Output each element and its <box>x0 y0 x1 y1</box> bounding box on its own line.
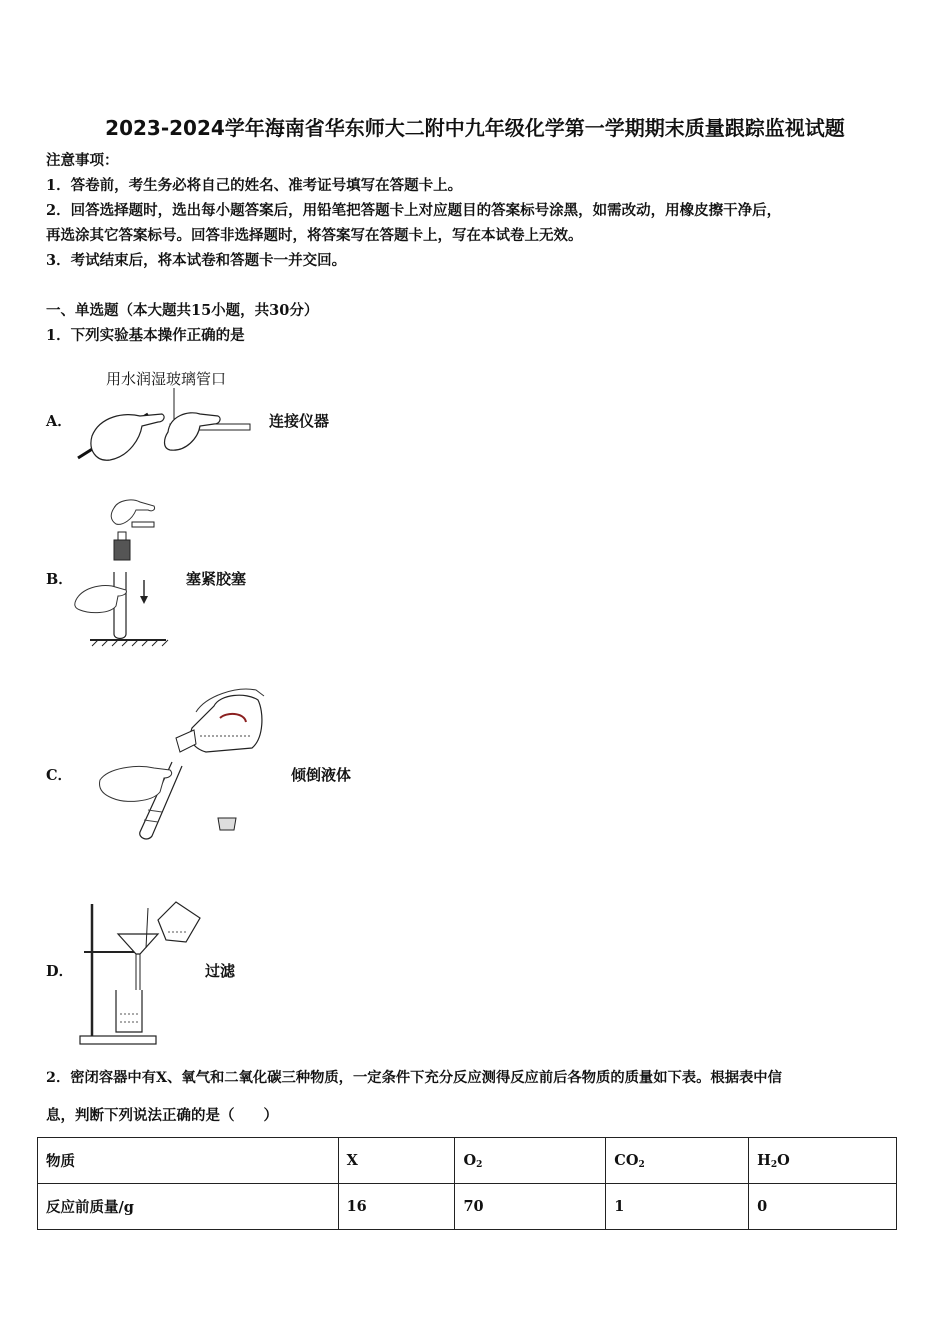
header-substance: 物质 <box>38 1138 339 1184</box>
header-o2 <box>455 1138 606 1184</box>
option-b-caption: 塞紧胶塞 <box>186 570 247 588</box>
mass-table <box>37 1137 897 1230</box>
question-2-stem-line2: 息，判断下列说法正确的是（ ） <box>46 1107 278 1124</box>
cell-co2: 1 <box>606 1184 749 1230</box>
o2-symbol: O <box>463 1151 477 1169</box>
notice-item-1: 1．答卷前，考生务必将自己的姓名、准考证号填写在答题卡上。 <box>46 177 463 194</box>
notice-block <box>46 148 781 273</box>
option-d-caption: 过滤 <box>205 962 236 980</box>
co2-symbol: CO <box>614 1151 639 1169</box>
option-c-caption: 倾倒液体 <box>291 766 352 784</box>
option-d-letter: D． <box>46 963 74 980</box>
option-c-letter: C． <box>46 767 73 784</box>
question-2-stem-line1: 2．密闭容器中有X、氧气和二氧化碳三种物质，一定条件下充分反应测得反应前后各物质的质量如下表。根据表中信 <box>46 1070 782 1086</box>
figure-a-illustration <box>70 386 260 466</box>
notice-item-2-cont: 再选涂其它答案标号。回答非选择题时，将答案写在答题卡上，写在本试卷上无效。 <box>46 227 583 244</box>
co2-subscript: 2 <box>638 1159 645 1170</box>
header-h2o <box>749 1138 897 1184</box>
notice-heading: 注意事项： <box>46 152 119 169</box>
section-heading: 一、单选题（本大题共15小题，共30分） <box>46 302 319 319</box>
question-1-stem: 1．下列实验基本操作正确的是 <box>46 327 245 344</box>
page-title: 2023-2024学年海南省华东师大二附中九年级化学第一学期期末质量跟踪监视试题 <box>105 116 845 140</box>
h2o-symbol-o: O <box>777 1151 790 1169</box>
notice-item-2: 2．回答选择题时，选出每小题答案后，用铅笔把答题卡上对应题目的答案标号涂黑，如需改动，用橡皮擦干净后， <box>46 202 782 219</box>
notice-item-3: 3．考试结束后，将本试卷和答题卡一并交回。 <box>46 252 347 269</box>
row-label: 反应前质量/g <box>38 1184 339 1230</box>
option-a-caption: 连接仪器 <box>269 412 330 430</box>
h2o-symbol-h: H <box>757 1151 771 1169</box>
table-header-row <box>38 1138 897 1184</box>
figure-a-label: 用水润湿玻璃管口 <box>106 370 227 388</box>
figure-d-illustration <box>76 898 206 1048</box>
option-a-letter: A． <box>46 413 72 430</box>
o2-subscript: 2 <box>476 1159 483 1170</box>
header-co2 <box>606 1138 749 1184</box>
figure-b-illustration <box>70 496 170 648</box>
table-row <box>38 1184 897 1230</box>
header-x: X <box>338 1138 455 1184</box>
cell-o2: 70 <box>455 1184 606 1230</box>
figure-c-illustration <box>96 682 268 842</box>
option-b-letter: B． <box>46 571 73 588</box>
cell-h2o: 0 <box>749 1184 897 1230</box>
h2o-subscript: 2 <box>770 1159 778 1170</box>
cell-x: 16 <box>338 1184 455 1230</box>
